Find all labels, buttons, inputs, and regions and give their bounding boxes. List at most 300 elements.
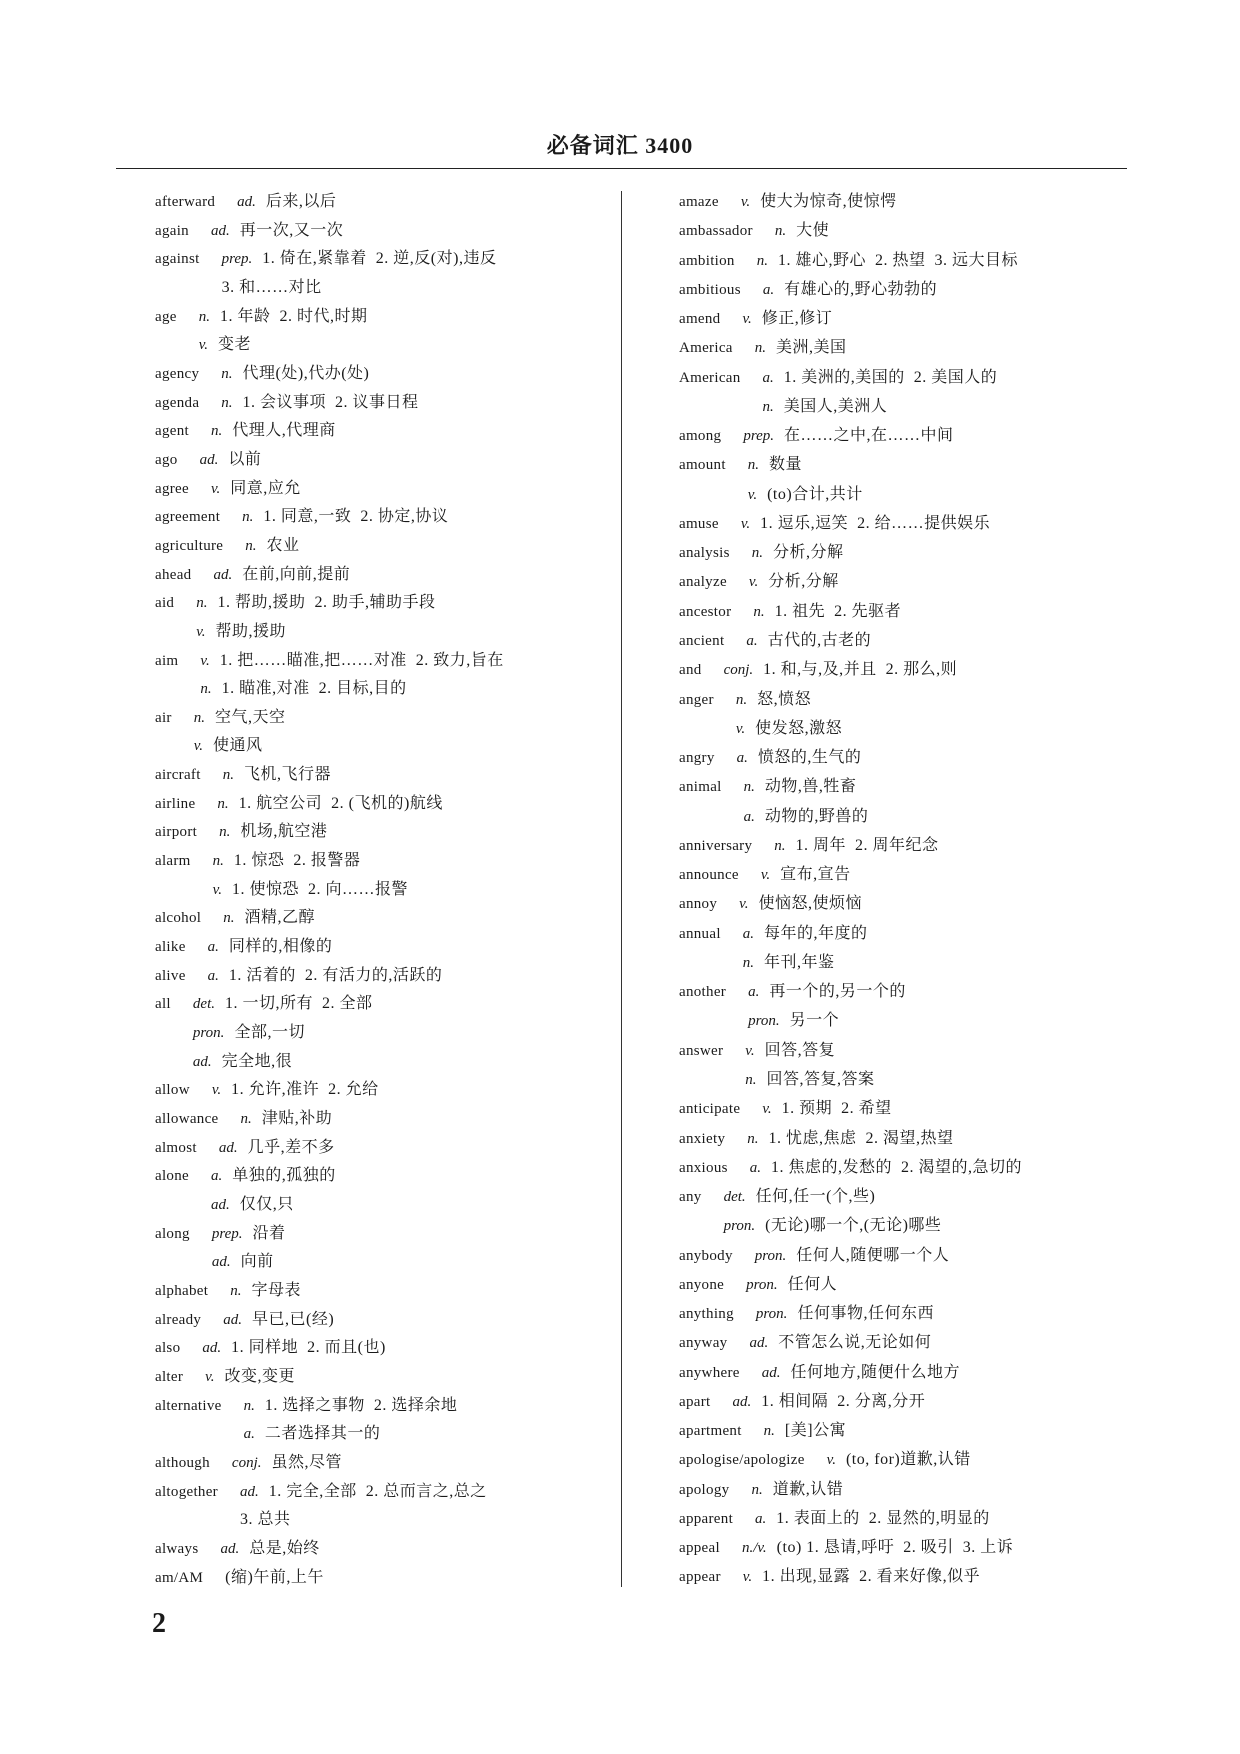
part-of-speech: v. <box>198 337 209 354</box>
dictionary-entry <box>155 446 617 474</box>
part-of-speech: v. <box>742 311 752 328</box>
headword: anyway <box>679 1335 728 1352</box>
part-of-speech: n. <box>221 365 233 382</box>
definition: 机场,航空港 <box>240 823 328 841</box>
part-of-speech: n. <box>217 795 229 812</box>
part-of-speech: det. <box>192 996 215 1013</box>
part-of-speech: prep. <box>211 1225 243 1242</box>
entry-continuation <box>155 675 617 703</box>
headword: apparent <box>679 1510 734 1527</box>
headword: agent <box>155 423 189 440</box>
page-number: 2 <box>152 1608 166 1639</box>
dictionary-entry <box>155 962 617 990</box>
dictionary-entry <box>679 1242 1134 1270</box>
definition: 总是,始终 <box>249 1539 320 1557</box>
dictionary-entry <box>679 1125 1134 1153</box>
dictionary-entry <box>679 832 1134 860</box>
dictionary-entry <box>679 978 1134 1006</box>
part-of-speech: n. <box>751 1481 763 1498</box>
headword: appeal <box>679 1540 720 1557</box>
headword: ancestor <box>679 603 732 620</box>
definition: 3. 总共 <box>239 1511 291 1529</box>
headword: ahead <box>155 566 192 583</box>
definition: 以前 <box>228 450 262 468</box>
dictionary-entry <box>679 1271 1134 1299</box>
definition: 1. 表面上的 2. 显然的,明显的 <box>776 1509 990 1527</box>
headword: already <box>155 1311 202 1328</box>
definition: 怒,愤怒 <box>757 690 812 708</box>
part-of-speech: v. <box>739 896 749 913</box>
dictionary-entry <box>155 389 617 417</box>
headword: amuse <box>679 515 719 532</box>
definition: 使恼怒,使烦恼 <box>758 895 862 913</box>
entry-continuation <box>679 1212 1134 1240</box>
headword: America <box>679 340 733 357</box>
headword: agenda <box>155 394 200 411</box>
part-of-speech: n. <box>242 509 254 526</box>
part-of-speech: ad. <box>220 1540 240 1557</box>
headword: answer <box>679 1042 724 1059</box>
headword: animal <box>679 779 722 796</box>
headword: annual <box>679 925 721 942</box>
part-of-speech: conj. <box>723 662 754 679</box>
dictionary-entry <box>155 188 617 216</box>
definition: 古代的,古老的 <box>767 631 872 649</box>
headword: against <box>155 251 200 268</box>
definition: 动物的,野兽的 <box>764 807 869 825</box>
dictionary-entry <box>155 761 617 789</box>
entry-continuation <box>679 1066 1134 1094</box>
headword: anxious <box>679 1159 728 1176</box>
part-of-speech: n. <box>245 537 257 554</box>
definition: 变老 <box>218 336 252 354</box>
definition: 使大为惊奇,使惊愕 <box>760 193 897 210</box>
part-of-speech: ad. <box>749 1335 769 1352</box>
part-of-speech: n. <box>763 1423 775 1440</box>
part-of-speech: a. <box>746 632 758 649</box>
dictionary-entry <box>679 1095 1134 1123</box>
definition: 酒精,乙醇 <box>244 909 316 927</box>
dictionary-entry <box>155 532 617 560</box>
entry-continuation <box>679 949 1134 977</box>
dictionary-entry <box>679 247 1134 275</box>
dictionary-entry <box>679 1446 1134 1474</box>
dictionary-entry <box>679 744 1134 772</box>
headword: analysis <box>679 545 730 562</box>
dictionary-entry <box>679 686 1134 714</box>
headword: anniversary <box>679 837 753 854</box>
definition: 1. 逗乐,逗笑 2. 给……提供娱乐 <box>760 514 991 532</box>
headword: allowance <box>155 1111 219 1127</box>
headword: alive <box>155 967 186 984</box>
entry-continuation <box>679 715 1134 743</box>
part-of-speech: ad. <box>732 1393 752 1410</box>
dictionary-entry <box>679 861 1134 889</box>
dictionary-entry <box>155 704 617 732</box>
entry-continuation <box>155 1048 617 1076</box>
header-rule <box>116 168 1127 169</box>
part-of-speech: pron. <box>192 1025 225 1042</box>
headword: agency <box>155 365 200 382</box>
definition: 1. 雄心,野心 2. 热望 3. 远大目标 <box>777 251 1018 269</box>
part-of-speech: a. <box>755 1510 767 1527</box>
dictionary-entry <box>155 904 617 932</box>
dictionary-entry <box>679 656 1134 684</box>
definition: 动物,兽,牲畜 <box>764 778 857 796</box>
dictionary-entry <box>679 364 1134 392</box>
dictionary-entry <box>679 305 1134 333</box>
part-of-speech: n. <box>742 954 755 971</box>
definition: 完全地,很 <box>221 1052 293 1070</box>
part-of-speech: v. <box>211 1082 222 1099</box>
definition: 帮助,援助 <box>215 622 287 640</box>
definition: 1. 惊恐 2. 报警器 <box>233 852 361 870</box>
definition: 同意,应允 <box>230 479 301 497</box>
definition: 1. 忧虑,焦虑 2. 渴望,热望 <box>768 1129 954 1147</box>
definition: 每年的,年度的 <box>764 924 868 942</box>
headword: apology <box>679 1481 730 1498</box>
definition: 3. 和……对比 <box>221 278 322 296</box>
dictionary-entry <box>679 1505 1134 1533</box>
definition: (to)合计,共计 <box>767 485 863 503</box>
headword: altogether <box>155 1483 218 1500</box>
part-of-speech: a. <box>762 281 775 298</box>
dictionary-entry <box>679 920 1134 948</box>
dictionary-entry <box>155 790 617 818</box>
definition: 任何地方,随便什么地方 <box>790 1363 960 1381</box>
headword: amount <box>679 457 726 474</box>
definition: 字母表 <box>251 1281 301 1299</box>
headword: age <box>155 308 177 325</box>
part-of-speech: ad. <box>211 1254 231 1271</box>
part-of-speech: n. <box>751 545 763 562</box>
dictionary-entry <box>155 245 617 273</box>
headword: agree <box>155 480 189 497</box>
part-of-speech: n. <box>198 308 210 325</box>
part-of-speech: v. <box>748 574 759 591</box>
definition: 在……之中,在……中间 <box>784 427 954 445</box>
definition: [美]公寓 <box>784 1422 847 1440</box>
headword: announce <box>679 867 739 884</box>
definition: 大使 <box>796 222 830 240</box>
dictionary-entry <box>155 1392 617 1420</box>
dictionary-entry <box>679 568 1134 596</box>
part-of-speech: a. <box>207 967 219 984</box>
headword: apologise/apologize <box>679 1452 805 1469</box>
definition: 沿着 <box>252 1224 286 1242</box>
part-of-speech: conj. <box>231 1454 262 1471</box>
headword: airline <box>155 795 196 812</box>
dictionary-entry <box>679 598 1134 626</box>
definition: 1. 允许,准许 2. 允给 <box>231 1081 379 1099</box>
definition: 道歉,认错 <box>772 1480 844 1498</box>
headword: aim <box>155 652 179 669</box>
definition: 1. 选择之事物 2. 选择余地 <box>264 1396 458 1414</box>
definition: 任何,任一(个,些) <box>755 1188 876 1206</box>
entry-continuation <box>679 481 1134 509</box>
part-of-speech: ad. <box>223 1311 242 1328</box>
definition: 后来,以后 <box>265 193 337 210</box>
definition: 不管怎么说,无论如何 <box>778 1334 932 1352</box>
headword: alter <box>155 1368 184 1385</box>
dictionary-entry <box>155 1277 617 1305</box>
dictionary-entry <box>155 990 617 1018</box>
definition: 1. 活着的 2. 有活力的,活跃的 <box>228 966 443 984</box>
definition: 美国人,美洲人 <box>783 397 888 415</box>
entry-continuation <box>155 274 617 302</box>
part-of-speech: a. <box>210 1168 223 1185</box>
part-of-speech: a. <box>748 984 760 1001</box>
part-of-speech: v. <box>205 1368 215 1385</box>
headword: anticipate <box>679 1101 741 1118</box>
part-of-speech: a. <box>207 939 219 956</box>
right-column <box>679 188 1134 1592</box>
part-of-speech: n. <box>223 910 235 927</box>
part-of-speech: v. <box>747 486 758 503</box>
part-of-speech: n. <box>221 394 233 411</box>
headword: anybody <box>679 1247 733 1264</box>
headword: afterward <box>155 194 216 210</box>
headword: annoy <box>679 896 718 913</box>
definition: 1. 帮助,援助 2. 助手,辅助手段 <box>217 594 436 612</box>
dictionary-entry <box>679 1183 1134 1211</box>
definition: 津贴,补助 <box>261 1110 333 1127</box>
dictionary-entry <box>679 1534 1134 1562</box>
headword: although <box>155 1454 210 1471</box>
entry-continuation <box>155 618 617 646</box>
dictionary-entry <box>679 1359 1134 1387</box>
entry-continuation <box>679 1007 1134 1035</box>
definition: 早已,已(经) <box>252 1310 335 1328</box>
headword: angry <box>679 750 715 767</box>
definition: 1. 出现,显露 2. 看来好像,似乎 <box>762 1568 981 1586</box>
definition: 1. 同意,一致 2. 协定,协议 <box>263 508 449 526</box>
dictionary-entry <box>155 818 617 846</box>
definition: 1. 美洲的,美国的 2. 美国人的 <box>783 368 998 386</box>
dictionary-entry <box>679 627 1134 655</box>
part-of-speech: ad. <box>210 222 230 239</box>
dictionary-entry <box>679 1300 1134 1328</box>
part-of-speech: a. <box>743 808 755 825</box>
headword: among <box>679 428 722 445</box>
definition: 分析,分解 <box>768 573 839 591</box>
headword: alternative <box>155 1397 222 1414</box>
part-of-speech: ad. <box>239 1483 259 1500</box>
headword: am/AM <box>155 1569 204 1586</box>
part-of-speech: v. <box>210 480 221 497</box>
headword: appear <box>679 1569 721 1586</box>
definition: (to, for)道歉,认错 <box>845 1451 971 1469</box>
part-of-speech: n. <box>212 853 224 870</box>
part-of-speech: a. <box>742 925 755 942</box>
definition: 1. 会议事项 2. 议事日程 <box>242 393 419 411</box>
headword: alphabet <box>155 1282 209 1299</box>
definition: 再一次,又一次 <box>239 221 344 239</box>
part-of-speech: n. <box>747 457 760 474</box>
part-of-speech: n. <box>756 252 768 269</box>
column-divider <box>621 191 622 1587</box>
dictionary-entry <box>155 933 617 961</box>
headword: analyze <box>679 574 727 591</box>
definition: 代理人,代理商 <box>232 422 336 440</box>
definition: 二者选择其一的 <box>264 1425 381 1443</box>
headword: anger <box>679 691 714 708</box>
part-of-speech: n. <box>219 824 231 841</box>
part-of-speech: n. <box>196 595 208 612</box>
definition: 农业 <box>266 536 300 554</box>
dictionary-entry <box>679 1329 1134 1357</box>
part-of-speech: v. <box>762 1101 772 1118</box>
part-of-speech: a. <box>749 1159 762 1176</box>
definition: 美洲,美国 <box>776 339 847 357</box>
dictionary-entry <box>155 1564 617 1592</box>
definition: 1. 年龄 2. 时代,时期 <box>219 307 368 325</box>
part-of-speech: pron. <box>723 1218 756 1235</box>
part-of-speech: n. <box>240 1111 252 1127</box>
headword: apart <box>679 1393 711 1410</box>
definition: (无论)哪一个,(无论)哪些 <box>765 1217 942 1235</box>
part-of-speech: n. <box>762 398 774 415</box>
dictionary-entry <box>155 217 617 245</box>
headword: anywhere <box>679 1364 740 1381</box>
dictionary-entry <box>155 1134 617 1162</box>
definition: 愤怒的,生气的 <box>757 749 862 767</box>
headword: all <box>155 996 171 1013</box>
part-of-speech: n. <box>753 603 765 620</box>
headword: agreement <box>155 509 221 526</box>
definition: 年刊,年鉴 <box>764 953 835 971</box>
part-of-speech: n. <box>200 681 212 698</box>
part-of-speech: v. <box>196 623 206 640</box>
entry-continuation <box>679 803 1134 831</box>
headword: aircraft <box>155 767 201 784</box>
part-of-speech: a. <box>762 369 774 386</box>
part-of-speech: ad. <box>218 1139 238 1156</box>
headword: ambitious <box>679 281 741 298</box>
part-of-speech: ad. <box>210 1196 230 1213</box>
headword: ago <box>155 451 178 468</box>
dictionary-entry <box>679 422 1134 450</box>
part-of-speech: n. <box>745 1071 757 1088</box>
definition: 数量 <box>769 456 803 474</box>
entry-continuation <box>155 876 617 904</box>
part-of-speech: ad. <box>202 1340 222 1357</box>
dictionary-entry <box>679 1154 1134 1182</box>
dictionary-entry <box>155 303 617 331</box>
definition: 1. 相间隔 2. 分离,分开 <box>761 1392 926 1410</box>
definition: 虽然,尽管 <box>271 1453 342 1471</box>
part-of-speech: v. <box>212 881 222 898</box>
part-of-speech: n. <box>743 779 755 796</box>
dictionary-entry <box>155 503 617 531</box>
dictionary-entry <box>155 1478 617 1506</box>
dictionary-entry <box>679 276 1134 304</box>
entry-continuation <box>155 1420 617 1448</box>
definition: 1. 焦虑的,发愁的 2. 渴望的,急切的 <box>771 1158 1023 1176</box>
definition: 几乎,差不多 <box>247 1138 335 1156</box>
part-of-speech: n. <box>243 1397 255 1414</box>
part-of-speech: a. <box>243 1426 255 1443</box>
dictionary-entry <box>155 1334 617 1362</box>
headword: and <box>679 662 702 679</box>
definition: 任何人,随便哪一个人 <box>796 1246 950 1264</box>
definition: 修正,修订 <box>761 310 833 328</box>
dictionary-entry <box>679 773 1134 801</box>
headword: alcohol <box>155 910 202 927</box>
part-of-speech: v. <box>740 515 751 532</box>
dictionary-entry <box>155 1076 617 1104</box>
dictionary-entry <box>679 188 1134 216</box>
part-of-speech: a. <box>736 750 748 767</box>
dictionary-entry <box>679 1563 1134 1591</box>
headword: along <box>155 1225 190 1242</box>
headword: almost <box>155 1139 197 1156</box>
definition: 向前 <box>240 1253 274 1271</box>
dictionary-entry <box>679 217 1134 245</box>
dictionary-entry <box>155 1363 617 1391</box>
headword: another <box>679 984 727 1001</box>
dictionary-entry <box>679 510 1134 538</box>
dictionary-entry <box>155 1449 617 1477</box>
headword: amaze <box>679 194 719 210</box>
definition: 同样的,相像的 <box>228 938 333 956</box>
dictionary-entry <box>155 847 617 875</box>
headword: amend <box>679 311 721 328</box>
definition: 使发怒,激怒 <box>755 719 843 737</box>
entry-continuation <box>155 331 617 359</box>
part-of-speech: ad. <box>192 1053 212 1070</box>
headword: apartment <box>679 1423 742 1440</box>
dictionary-entry <box>155 647 617 675</box>
part-of-speech: n. <box>774 223 787 240</box>
definition: 1. 完全,全部 2. 总而言之,总之 <box>268 1482 487 1500</box>
headword: air <box>155 709 172 726</box>
definition: 在前,向前,提前 <box>242 565 351 583</box>
part-of-speech: prep. <box>221 251 253 268</box>
dictionary-entry <box>155 589 617 617</box>
definition: 单独的,孤独的 <box>232 1167 336 1185</box>
definition: 1. 周年 2. 周年纪念 <box>795 836 939 854</box>
part-of-speech: n. <box>193 709 205 726</box>
dictionary-entry <box>679 890 1134 918</box>
dictionary-entry <box>155 417 617 445</box>
dictionary-entry <box>155 360 617 388</box>
definition: 另一个 <box>789 1012 840 1030</box>
headword: alone <box>155 1168 189 1185</box>
headword: anyone <box>679 1276 725 1293</box>
headword: airport <box>155 824 198 841</box>
dictionary-entry <box>679 1037 1134 1065</box>
headword: agriculture <box>155 537 224 554</box>
definition: 再一个的,另一个的 <box>769 983 906 1001</box>
part-of-speech: n. <box>222 767 234 784</box>
part-of-speech: v. <box>742 1569 753 1586</box>
definition: 1. 使惊恐 2. 向……报警 <box>231 880 408 898</box>
definition: 任何人 <box>787 1275 838 1293</box>
part-of-speech: ad. <box>237 194 256 210</box>
part-of-speech: ad. <box>199 451 219 468</box>
dictionary-entry <box>155 1162 617 1190</box>
part-of-speech: v. <box>193 738 204 755</box>
dictionary-entry <box>679 1417 1134 1445</box>
definition: 分析,分解 <box>772 544 844 562</box>
entry-continuation <box>679 393 1134 421</box>
part-of-speech: prep. <box>743 428 775 445</box>
dictionary-entry <box>679 539 1134 567</box>
part-of-speech: v. <box>200 652 210 669</box>
definition: 代理(处),代办(处) <box>242 364 370 382</box>
dictionary-entry <box>679 1476 1134 1504</box>
